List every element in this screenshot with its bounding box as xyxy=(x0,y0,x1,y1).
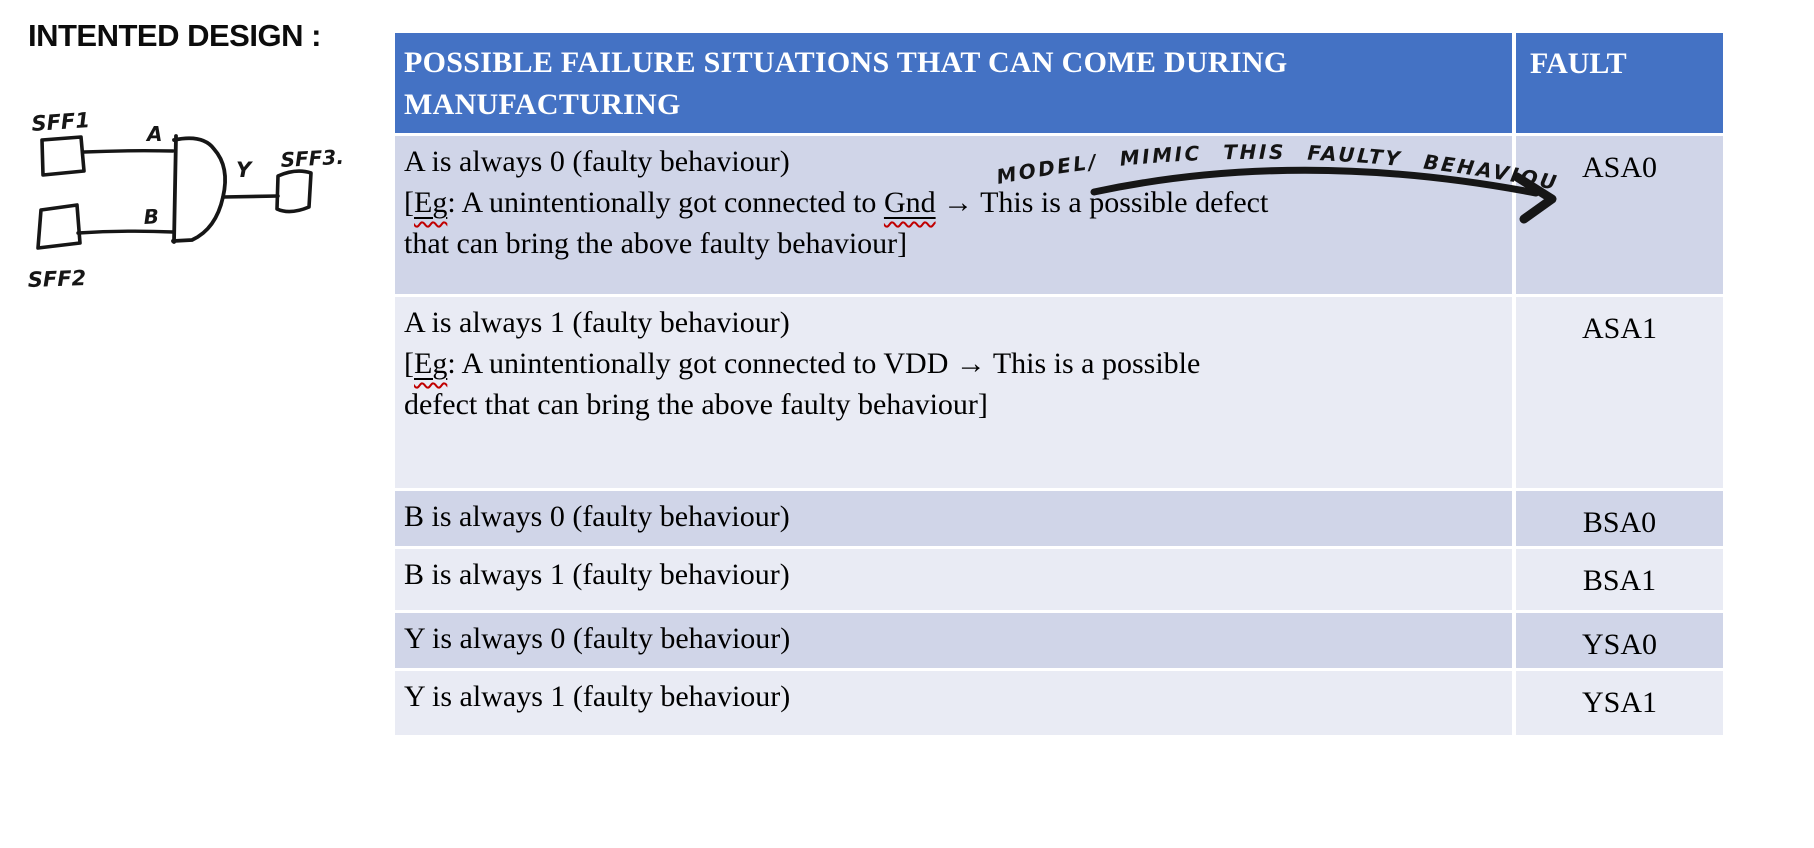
fault-cell: ASA1 xyxy=(1516,297,1723,488)
wire-y xyxy=(223,196,278,197)
and-gate xyxy=(173,136,225,242)
failure-line: A is always 0 (faulty behaviour) xyxy=(404,145,790,178)
page-title: INTENTED DESIGN : xyxy=(28,18,321,53)
failure-line: that can bring the above faulty behaviour] xyxy=(404,227,908,260)
failure-cell: B is always 0 (faulty behaviour) xyxy=(395,491,1512,546)
failure-line: defect that can bring the above faulty behaviour] xyxy=(404,388,988,421)
table-row xyxy=(395,613,1723,668)
fault-cell: YSA0 xyxy=(1516,613,1723,668)
circuit-sketch xyxy=(15,85,380,315)
input-a-label: A xyxy=(147,122,163,146)
failure-line: [Eg: A unintentionally got connected to VDD → This is a possible xyxy=(404,347,1201,380)
failure-line: [Eg: A unintentionally got connected to Gnd → This is a possible defect xyxy=(404,186,1269,219)
output-y-label: Y xyxy=(236,158,252,182)
sff3-box xyxy=(277,171,311,211)
sff1-box xyxy=(42,137,84,175)
sff3-label: SFF3. xyxy=(280,144,345,172)
header-fault-col: FAULT xyxy=(1516,33,1723,133)
failure-cell: Y is always 0 (faulty behaviour) xyxy=(395,613,1512,668)
table-row xyxy=(395,491,1723,546)
faults-table xyxy=(395,33,1723,738)
annotation-text: MODEL/ MIMIC THIS FAULTY BEHAVIOU xyxy=(994,139,1561,196)
table-row xyxy=(395,297,1723,488)
failure-line: A is always 1 (faulty behaviour) xyxy=(404,306,790,339)
header-failure-col: POSSIBLE FAILURE SITUATIONS THAT CAN COME DURING MANUFACTURING xyxy=(395,33,1512,133)
sff2-label: SFF2 xyxy=(27,265,87,292)
sff2-box xyxy=(38,205,80,248)
wire-b xyxy=(78,231,173,233)
sff1-label: SFF1 xyxy=(30,107,91,136)
fault-cell: ASA0 xyxy=(1516,136,1723,294)
failure-cell xyxy=(395,297,1512,488)
table-row xyxy=(395,136,1723,294)
table-row xyxy=(395,671,1723,735)
fault-cell: YSA1 xyxy=(1516,671,1723,735)
failure-cell xyxy=(395,136,1512,294)
table-row xyxy=(395,549,1723,610)
failure-cell: Y is always 1 (faulty behaviour) xyxy=(395,671,1512,735)
input-b-label: B xyxy=(143,204,160,229)
failure-cell: B is always 1 (faulty behaviour) xyxy=(395,549,1512,610)
fault-cell: BSA0 xyxy=(1516,491,1723,546)
fault-cell: BSA1 xyxy=(1516,549,1723,610)
table-header-row xyxy=(395,33,1723,133)
wire-a xyxy=(84,151,173,152)
